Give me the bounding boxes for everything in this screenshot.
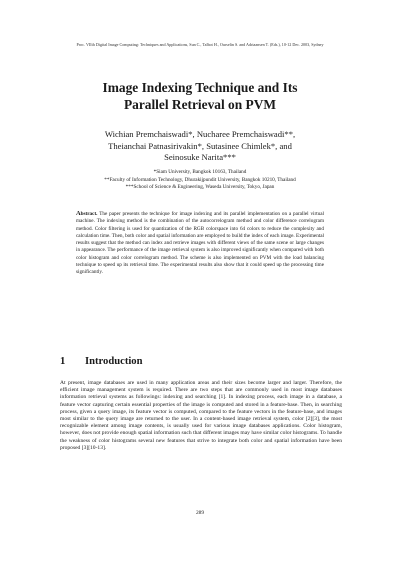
section-number: 1 bbox=[60, 356, 66, 367]
author-list bbox=[50, 129, 350, 164]
section-title: Introduction bbox=[85, 356, 143, 367]
affiliation-line: **Faculty of Information Technology, Dhurakijpundit University, Bangkok 10210, Thailand bbox=[104, 176, 296, 183]
affiliation-line: *Siam University, Bangkok 10163, Thailand bbox=[153, 169, 247, 175]
body-paragraph: At present, image databases are used in many application areas and their sizes become larger and larger. Therefore, the efficient image management system is required. There are two steps that are commonly used in most image databases information retrieval systems as followings: indexing and searching [1]. In indexing process, each image in a database, a feature vector capturing certain essential properties of the image is computed and stored in a feature-base. Then, in searching process, given a query image, its feature vector is computed, compared to the feature vectors in the feature-base, and images most similar to the query image are returned to the user. In a content-based image retrieval system, color [2][3], the most recognizable element among image contents, is usually used for various image databases applications. Color histogram, however, does not provide enough spatial information such that different images may have similar color histograms. To handle the weakness of color histograms several new features that strive to integrate both color and spatial information have been proposed [3][10-13]. bbox=[60, 380, 342, 451]
paper-title-line: Parallel Retrieval on PVM bbox=[123, 96, 277, 112]
paper-title bbox=[40, 80, 360, 113]
author-line: Wichian Premchaiswadi*, Nucharee Premchaiswadi**, bbox=[104, 129, 296, 139]
paper-title-line: Image Indexing Technique and Its bbox=[102, 80, 298, 95]
running-header: Proc. VIIth Digital Image Computing: Techniques and Applications, Sun C., Talbot H., Ourselin S. and Adriaansen T. (Eds.), 10-12 Dec. 2003, Sydney bbox=[76, 42, 324, 47]
page-number: 289 bbox=[195, 510, 205, 516]
affiliation-list bbox=[40, 169, 360, 192]
affiliation-line: ***School of Science & Engineering, Waseda University, Tokyo, Japan bbox=[125, 184, 275, 191]
abstract-text: The paper presents the technique for image indexing and its parallel implementation on a parallel virtual machine. The indexing method is the combination of the autocorrelogram method and color difference correlogram method. Color filtering is used for quantization of the RGB colorspace into 64 colors to reduce the complexity and calculation time. Then, both color and spatial information are employed to build the index of each image. Experimental results suggest that the method can index and retrieve images with different views of the same scene or large changes in appearance. The performance of the image retrieval system is also improved significantly when compared with both color histogram and color correlogram method. The scheme is also implemented on PVM with the load balancing technique to speed up its retrieval time. The experimental results also show that it could speed up the processing time significantly. bbox=[76, 211, 324, 275]
abstract bbox=[76, 210, 324, 276]
author-line: Theianchai Patnasirivakin*, Sutasinee Chimlek*, and bbox=[108, 140, 292, 151]
author-line: Seinosuke Narita*** bbox=[164, 152, 236, 163]
section-heading bbox=[60, 356, 143, 368]
abstract-lead-capital: A bbox=[76, 210, 81, 217]
abstract-label: bstract. bbox=[80, 211, 98, 217]
